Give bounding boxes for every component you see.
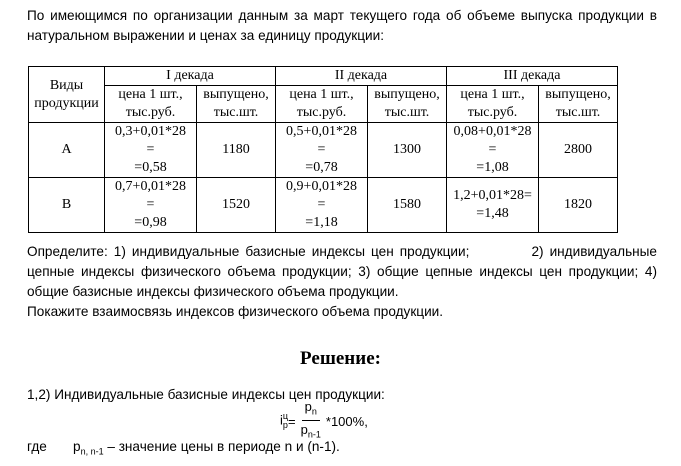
subheader-price: цена 1 шт., тыс.руб. (105, 86, 197, 123)
price-expression: 1,2+0,01*28= (453, 188, 532, 203)
production-table (28, 66, 618, 233)
price-equals: = (146, 142, 155, 157)
where-symbol: $p_{n, n-1}$ (73, 439, 104, 457)
header-decade-2: II декада (276, 67, 447, 86)
formula-tail: *100%, (325, 413, 368, 429)
product-cell: В (29, 178, 105, 233)
subheader-qty: выпущено, тыс.шт. (197, 86, 276, 123)
where-text: – значение цены в периоде n и (n-1). (103, 439, 340, 454)
intro-paragraph: По имеющимся по организации данным за март текущего года об объеме выпуска продукции в натуральном выражении и ценах за единицу продукции: (27, 8, 657, 43)
header-product: Виды продукции (29, 67, 105, 123)
subheader-qty: выпущено, тыс.шт. (368, 86, 447, 123)
subheader-price: цена 1 шт., тыс.руб. (276, 86, 368, 123)
price-equals: = (317, 197, 326, 212)
price-value: =0,98 (134, 215, 167, 230)
price-cell (276, 123, 368, 178)
price-value: =0,78 (305, 160, 338, 175)
price-expression: 0,08+0,01*28 (453, 124, 532, 139)
qty-cell: 1520 (197, 178, 276, 233)
price-index-formula (280, 398, 368, 440)
price-equals: = (317, 142, 326, 157)
solution-step: 1,2) Индивидуальные базисные индексы цен продукции: (27, 387, 385, 402)
price-expression: 0,9+0,01*28 (286, 179, 357, 194)
price-expression: 0,5+0,01*28 (286, 124, 357, 139)
subheader-qty: выпущено, тыс.шт. (539, 86, 618, 123)
price-cell (105, 123, 197, 178)
qty-cell: 2800 (539, 123, 618, 178)
table-header-row (29, 67, 618, 86)
task-line-2: 2) индивидуальные цепные индексы физического объема продукции; 3) общие цепные индексы цен продукции; 4) общие базисные индексы физического объема продукции. (27, 244, 657, 299)
price-value: =1,48 (476, 206, 509, 221)
price-value: =1,18 (305, 215, 338, 230)
price-value: =0,58 (134, 160, 167, 175)
price-cell (447, 123, 539, 178)
header-decade-3: III декада (447, 67, 618, 86)
price-cell (105, 178, 197, 233)
qty-cell: 1580 (368, 178, 447, 233)
formula-legend (27, 437, 340, 462)
subheader-price: цена 1 шт., тыс.руб. (447, 86, 539, 123)
formula-equals: = (288, 413, 296, 429)
table-row (29, 123, 618, 178)
qty-cell: 1300 (368, 123, 447, 178)
where-label: где (27, 439, 47, 454)
task-relationship: Покажите взаимосвязь индексов физического объема продукции. (27, 304, 444, 319)
price-expression: 0,7+0,01*28 (115, 179, 186, 194)
solution-heading: Решение: (300, 348, 381, 369)
formula-lhs: i ц p (280, 411, 289, 430)
price-cell (447, 178, 539, 233)
formula-denominator: $p_{n-1}$ (300, 421, 321, 440)
qty-cell: 1820 (539, 178, 618, 233)
header-decade-1: I декада (105, 67, 276, 86)
formula-numerator: $p_n$ (302, 399, 320, 421)
price-equals: = (488, 142, 497, 157)
table-row (29, 178, 618, 233)
price-expression: 0,3+0,01*28 (115, 124, 186, 139)
qty-cell: 1180 (197, 123, 276, 178)
price-value: =1,08 (476, 160, 509, 175)
price-equals: = (146, 197, 155, 212)
task-line-1: Определите: 1) индивидуальные базисные индексы цен продукции; (27, 244, 470, 259)
price-cell (276, 178, 368, 233)
table-subheader-row (29, 86, 618, 123)
product-cell: А (29, 123, 105, 178)
task-paragraph (27, 242, 657, 302)
